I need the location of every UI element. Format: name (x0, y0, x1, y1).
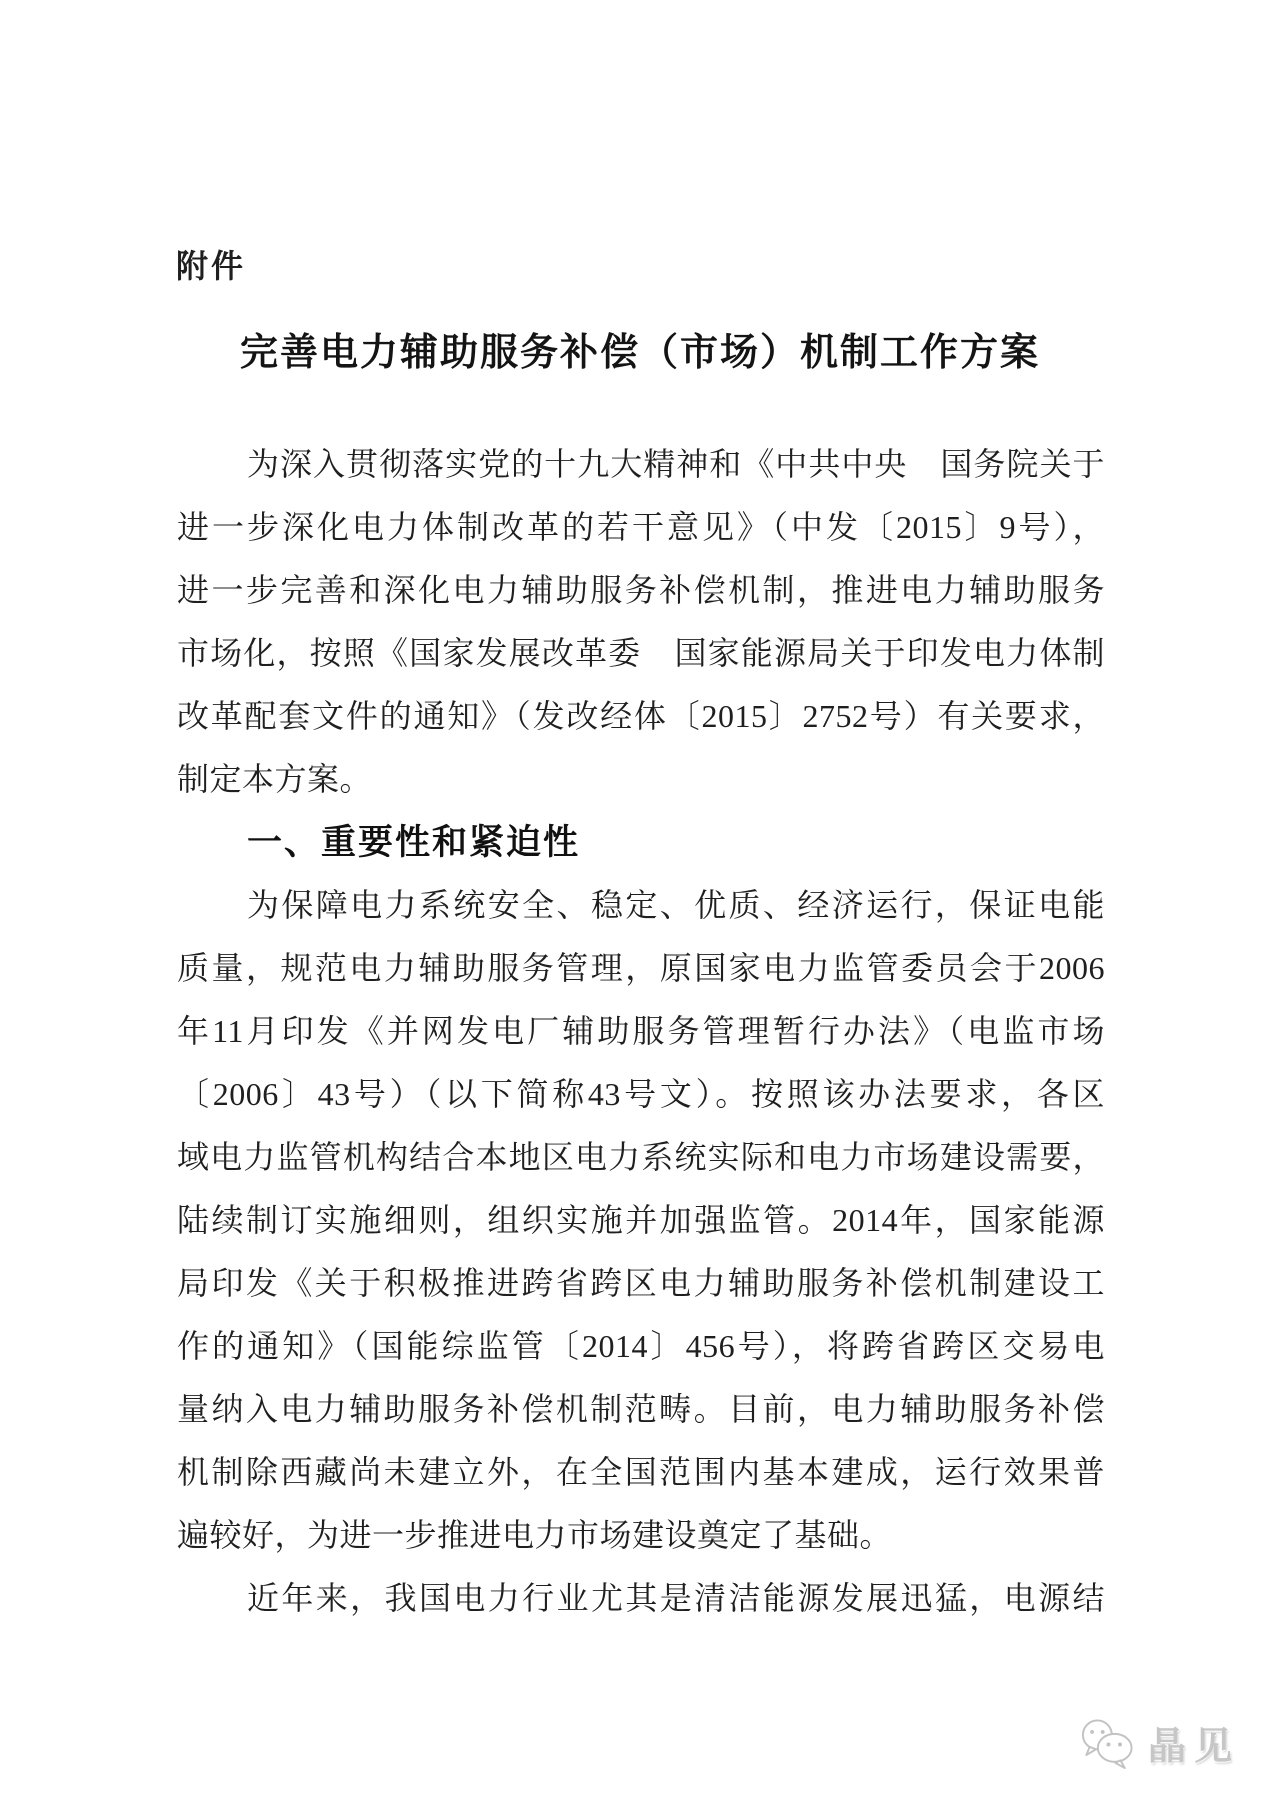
paragraph-line: 制定本方案。 (177, 761, 373, 797)
watermark-text: 晶见 (1147, 1725, 1240, 1768)
paragraph-line: 市场化，按照《国家发展改革委 国家能源局关于印发电力体制 (177, 635, 1105, 671)
paragraph-line: 域电力监管机构结合本地区电力系统实际和电力市场建设需要， (177, 1139, 1105, 1175)
section-heading: 一、重要性和紧迫性 (247, 823, 581, 862)
paragraph-line: 进一步完善和深化电力辅助服务补偿机制，推进电力辅助服务 (177, 572, 1105, 608)
paragraph-line: 陆续制订实施细则，组织实施并加强监管。2014年，国家能源 (177, 1202, 1105, 1238)
paragraph-line: 改革配套文件的通知》（发改经体〔2015〕2752号）有关要求， (177, 698, 1105, 734)
paragraph-line: 局印发《关于积极推进跨省跨区电力辅助服务补偿机制建设工 (177, 1265, 1105, 1301)
paragraph-line: 〔2006〕43号）（以下简称43号文）。按照该办法要求，各区 (177, 1076, 1105, 1112)
paragraph-line: 遍较好，为进一步推进电力市场建设奠定了基础。 (177, 1517, 893, 1553)
document-body (177, 433, 1105, 1630)
paragraph-line: 进一步深化电力体制改革的若干意见》（中发〔2015〕9号）， (177, 509, 1105, 545)
wechat-icon (1078, 1718, 1136, 1775)
paragraph-line: 作的通知》（国能综监管〔2014〕456号），将跨省跨区交易电 (177, 1328, 1105, 1364)
paragraph-line: 为深入贯彻落实党的十九大精神和《中共中央 国务院关于 (247, 446, 1105, 482)
paragraph-line: 机制除西藏尚未建立外，在全国范围内基本建成，运行效果普 (177, 1454, 1105, 1490)
paragraph-line: 年11月印发《并网发电厂辅助服务管理暂行办法》（电监市场 (177, 1013, 1105, 1049)
paragraph-line: 量纳入电力辅助服务补偿机制范畴。目前，电力辅助服务补偿 (177, 1391, 1105, 1427)
paragraph-line: 近年来，我国电力行业尤其是清洁能源发展迅猛，电源结 (247, 1580, 1105, 1616)
paragraph-line: 质量，规范电力辅助服务管理，原国家电力监管委员会于2006 (177, 950, 1105, 986)
watermark (1078, 1718, 1240, 1775)
document-title: 完善电力辅助服务补偿（市场）机制工作方案 (239, 332, 1040, 374)
paragraph-line: 为保障电力系统安全、稳定、优质、经济运行，保证电能 (247, 887, 1105, 923)
attachment-label: 附件 (176, 248, 247, 284)
